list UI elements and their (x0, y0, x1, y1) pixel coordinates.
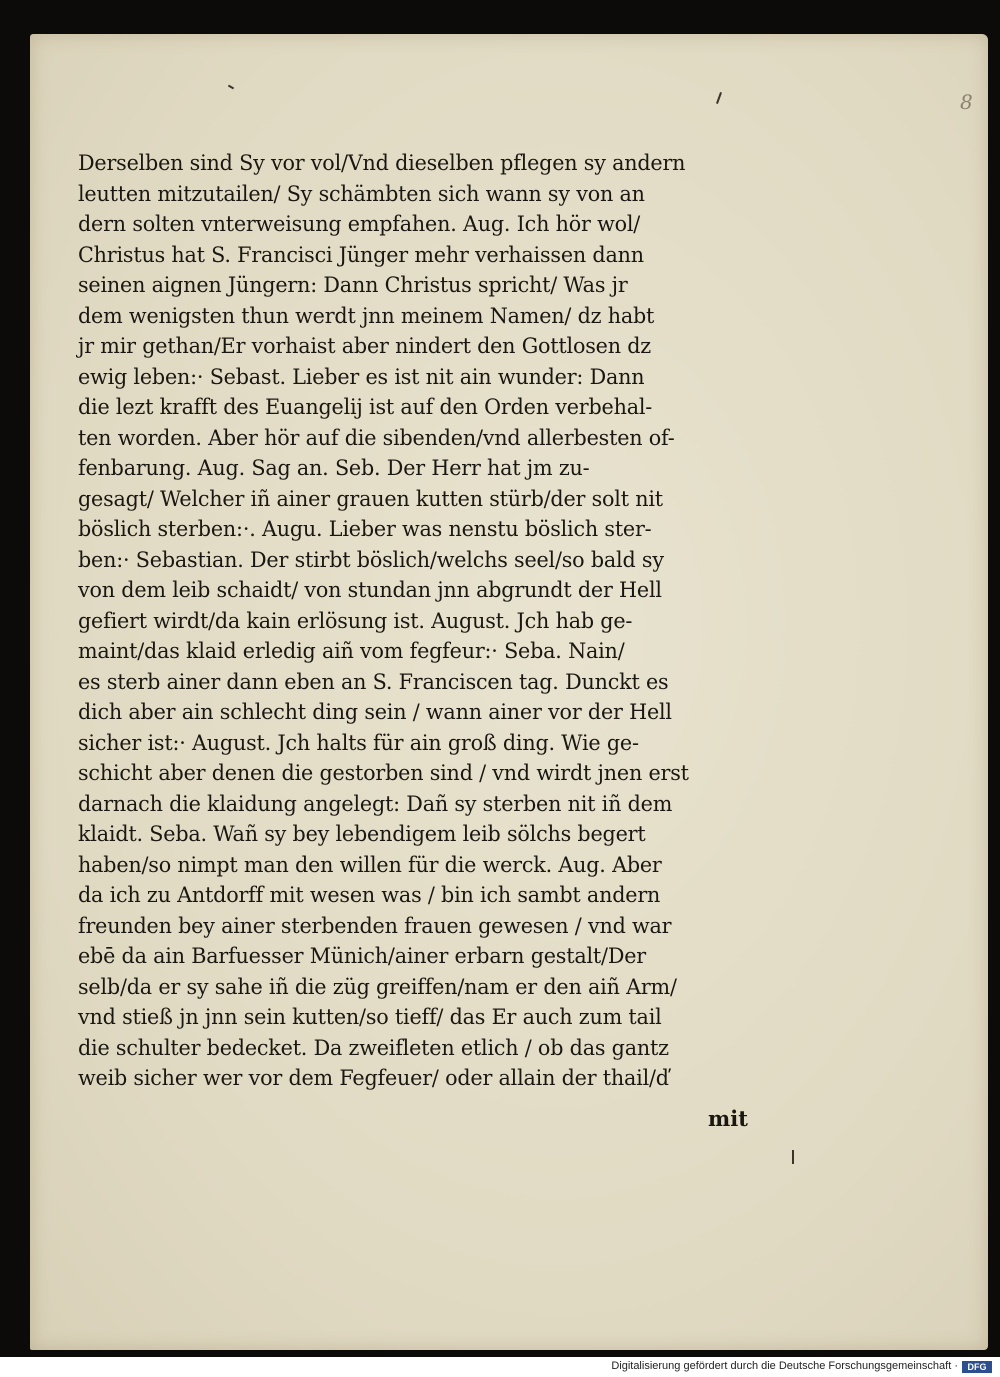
text-line: gesagt/ Welcher iñ ainer grauen kutten stürb/der solt nit (78, 486, 663, 511)
text-line: ewig leben:· Sebast. Lieber es ist nit ain wunder: Dann (78, 364, 645, 389)
text-line: es sterb ainer dann eben an S. Franciscen tag. Dunckt es (78, 669, 669, 694)
text-line: gefiert wirdt/da kain erlösung ist. August. Jch hab ge- (78, 608, 633, 633)
stray-mark (792, 1150, 794, 1164)
text-line: klaidt. Seba. Wañ sy bey lebendigem leib sölchs begert (78, 822, 646, 846)
text-line: die schulter bedecket. Da zweifleten etlich / ob das gantz (78, 1035, 669, 1060)
text-line: weib sicher wer vor dem Fegfeuer/ oder allain der thail/ď (78, 1066, 669, 1090)
funding-credit: Digitalisierung gefördert durch die Deutsche Forschungsgemeinschaft · (611, 1360, 958, 1372)
text-line: jr mir gethan/Er vorhaist aber nindert den Gottlosen dz (78, 334, 651, 358)
text-line: fenbarung. Aug. Sag an. Seb. Der Herr hat jm zu- (78, 456, 590, 480)
text-line: ebē da ain Barfuesser Münich/ainer erbarn gestalt/Der (78, 944, 646, 968)
footer-bar (0, 1357, 1000, 1377)
text-line: Derselben sind Sy vor vol/Vnd dieselben pflegen sy andern (78, 151, 686, 175)
text-line: haben/so nimpt man den willen für die werck. Aug. Aber (78, 852, 662, 877)
text-line: schicht aber denen die gestorben sind / vnd wirdt jnen erst (78, 761, 689, 785)
text-line: selb/da er sy sahe iñ die züg greiffen/nam er den aiñ Arm/ (78, 974, 677, 999)
text-line: ben:· Sebastian. Der stirbt böslich/welchs seel/so bald sy (78, 547, 664, 572)
text-line: leutten mitzutailen/ Sy schämbten sich wann sy von an (78, 181, 645, 206)
text-line: Christus hat S. Francisci Jünger mehr verhaissen dann (78, 242, 644, 267)
text-line: freunden bey ainer sterbenden frauen gewesen / vnd war (78, 913, 672, 938)
text-block (78, 148, 778, 1094)
text-line: ten worden. Aber hör auf die sibenden/vnd allerbesten of- (78, 425, 675, 450)
text-line: darnach die klaidung angelegt: Dañ sy sterben nit iñ dem (78, 791, 673, 816)
text-line: dem wenigsten thun werdt jnn meinem Namen/ dz habt (78, 303, 655, 328)
folio-number: 8 (960, 90, 973, 114)
text-line: da ich zu Antdorff mit wesen was / bin ich sambt andern (78, 883, 661, 907)
text-line: die lezt krafft des Euangelij ist auf den Orden verbehal- (78, 395, 653, 419)
dfg-logo: DFG (962, 1361, 992, 1373)
text-line: vnd stieß jn jnn sein kutten/so tieff/ das Er auch zum tail (78, 1005, 662, 1029)
text-line: böslich sterben:·. Augu. Lieber was nenstu böslich ster- (78, 517, 652, 541)
text-line: maint/das klaid erledig aiñ vom fegfeur:· Seba. Nain/ (78, 639, 625, 663)
text-line: dich aber ain schlecht ding sein / wann ainer vor der Hell (78, 700, 672, 724)
catchword: mit (708, 1106, 748, 1131)
text-line: seinen aignen Jüngern: Dann Christus spricht/ Was jr (78, 273, 628, 297)
text-line: sicher ist:· August. Jch halts für ain groß ding. Wie ge- (78, 730, 639, 755)
stray-mark (716, 92, 722, 104)
stray-mark (228, 85, 234, 90)
text-line: von dem leib schaidt/ von stundan jnn abgrundt der Hell (78, 578, 662, 602)
text-line: dern solten vnterweisung empfahen. Aug. Ich hör wol/ (78, 212, 641, 236)
